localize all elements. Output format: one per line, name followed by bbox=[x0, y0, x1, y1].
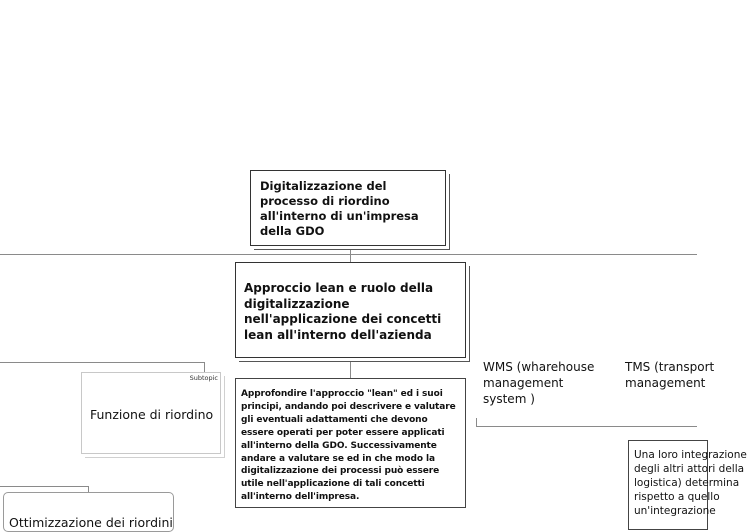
funzione-label: Funzione di riordino bbox=[90, 407, 214, 422]
main-to-description-connector bbox=[350, 360, 351, 378]
tms-node[interactable]: TMS (transport management bbox=[625, 360, 715, 390]
top-horizontal-line bbox=[0, 254, 697, 255]
wms-node[interactable]: WMS (wharehouse management system ) bbox=[483, 360, 595, 406]
description-label: Approfondire l'approccio "lean" ed i suoi principi, andando poi descrivere e valutare gli eventuali adattamenti che devono essere operati per poter essere applicati all'interno della GDO. Successivamente andare a valutare se ed in che modo la digitalizzazione dei processi può essere utile nell'applicazione di tali concetti all'interno dell'impresa. bbox=[241, 389, 456, 503]
ottimizzazione-label: Ottimizzazione dei riordini bbox=[9, 515, 173, 530]
main-topic-label: Approccio lean e ruolo della digitalizzazione nell'applicazione dei concetti lean all'interno dell'azienda bbox=[244, 281, 442, 342]
funzione-node[interactable] bbox=[81, 372, 221, 454]
main-topic-node[interactable] bbox=[235, 262, 466, 358]
root-connector bbox=[350, 248, 351, 262]
left-lower-branch-line bbox=[0, 486, 89, 487]
description-node[interactable] bbox=[235, 378, 466, 508]
left-branch-drop bbox=[204, 362, 205, 372]
left-branch-line bbox=[0, 362, 205, 363]
integrazione-label: Una loro integrazione degli altri attori della logistica) determina rispetto a quello un'integrazione bbox=[634, 449, 747, 517]
subtopic-tag: Subtopic bbox=[189, 374, 218, 382]
integrazione-node[interactable] bbox=[628, 440, 747, 530]
root-node-label: Digitalizzazione del processo di riordino all'interno di un'impresa della GDO bbox=[260, 179, 419, 238]
wms-bracket-bottom bbox=[476, 426, 697, 427]
root-node[interactable] bbox=[250, 170, 446, 246]
ottimizzazione-node[interactable] bbox=[3, 492, 174, 532]
